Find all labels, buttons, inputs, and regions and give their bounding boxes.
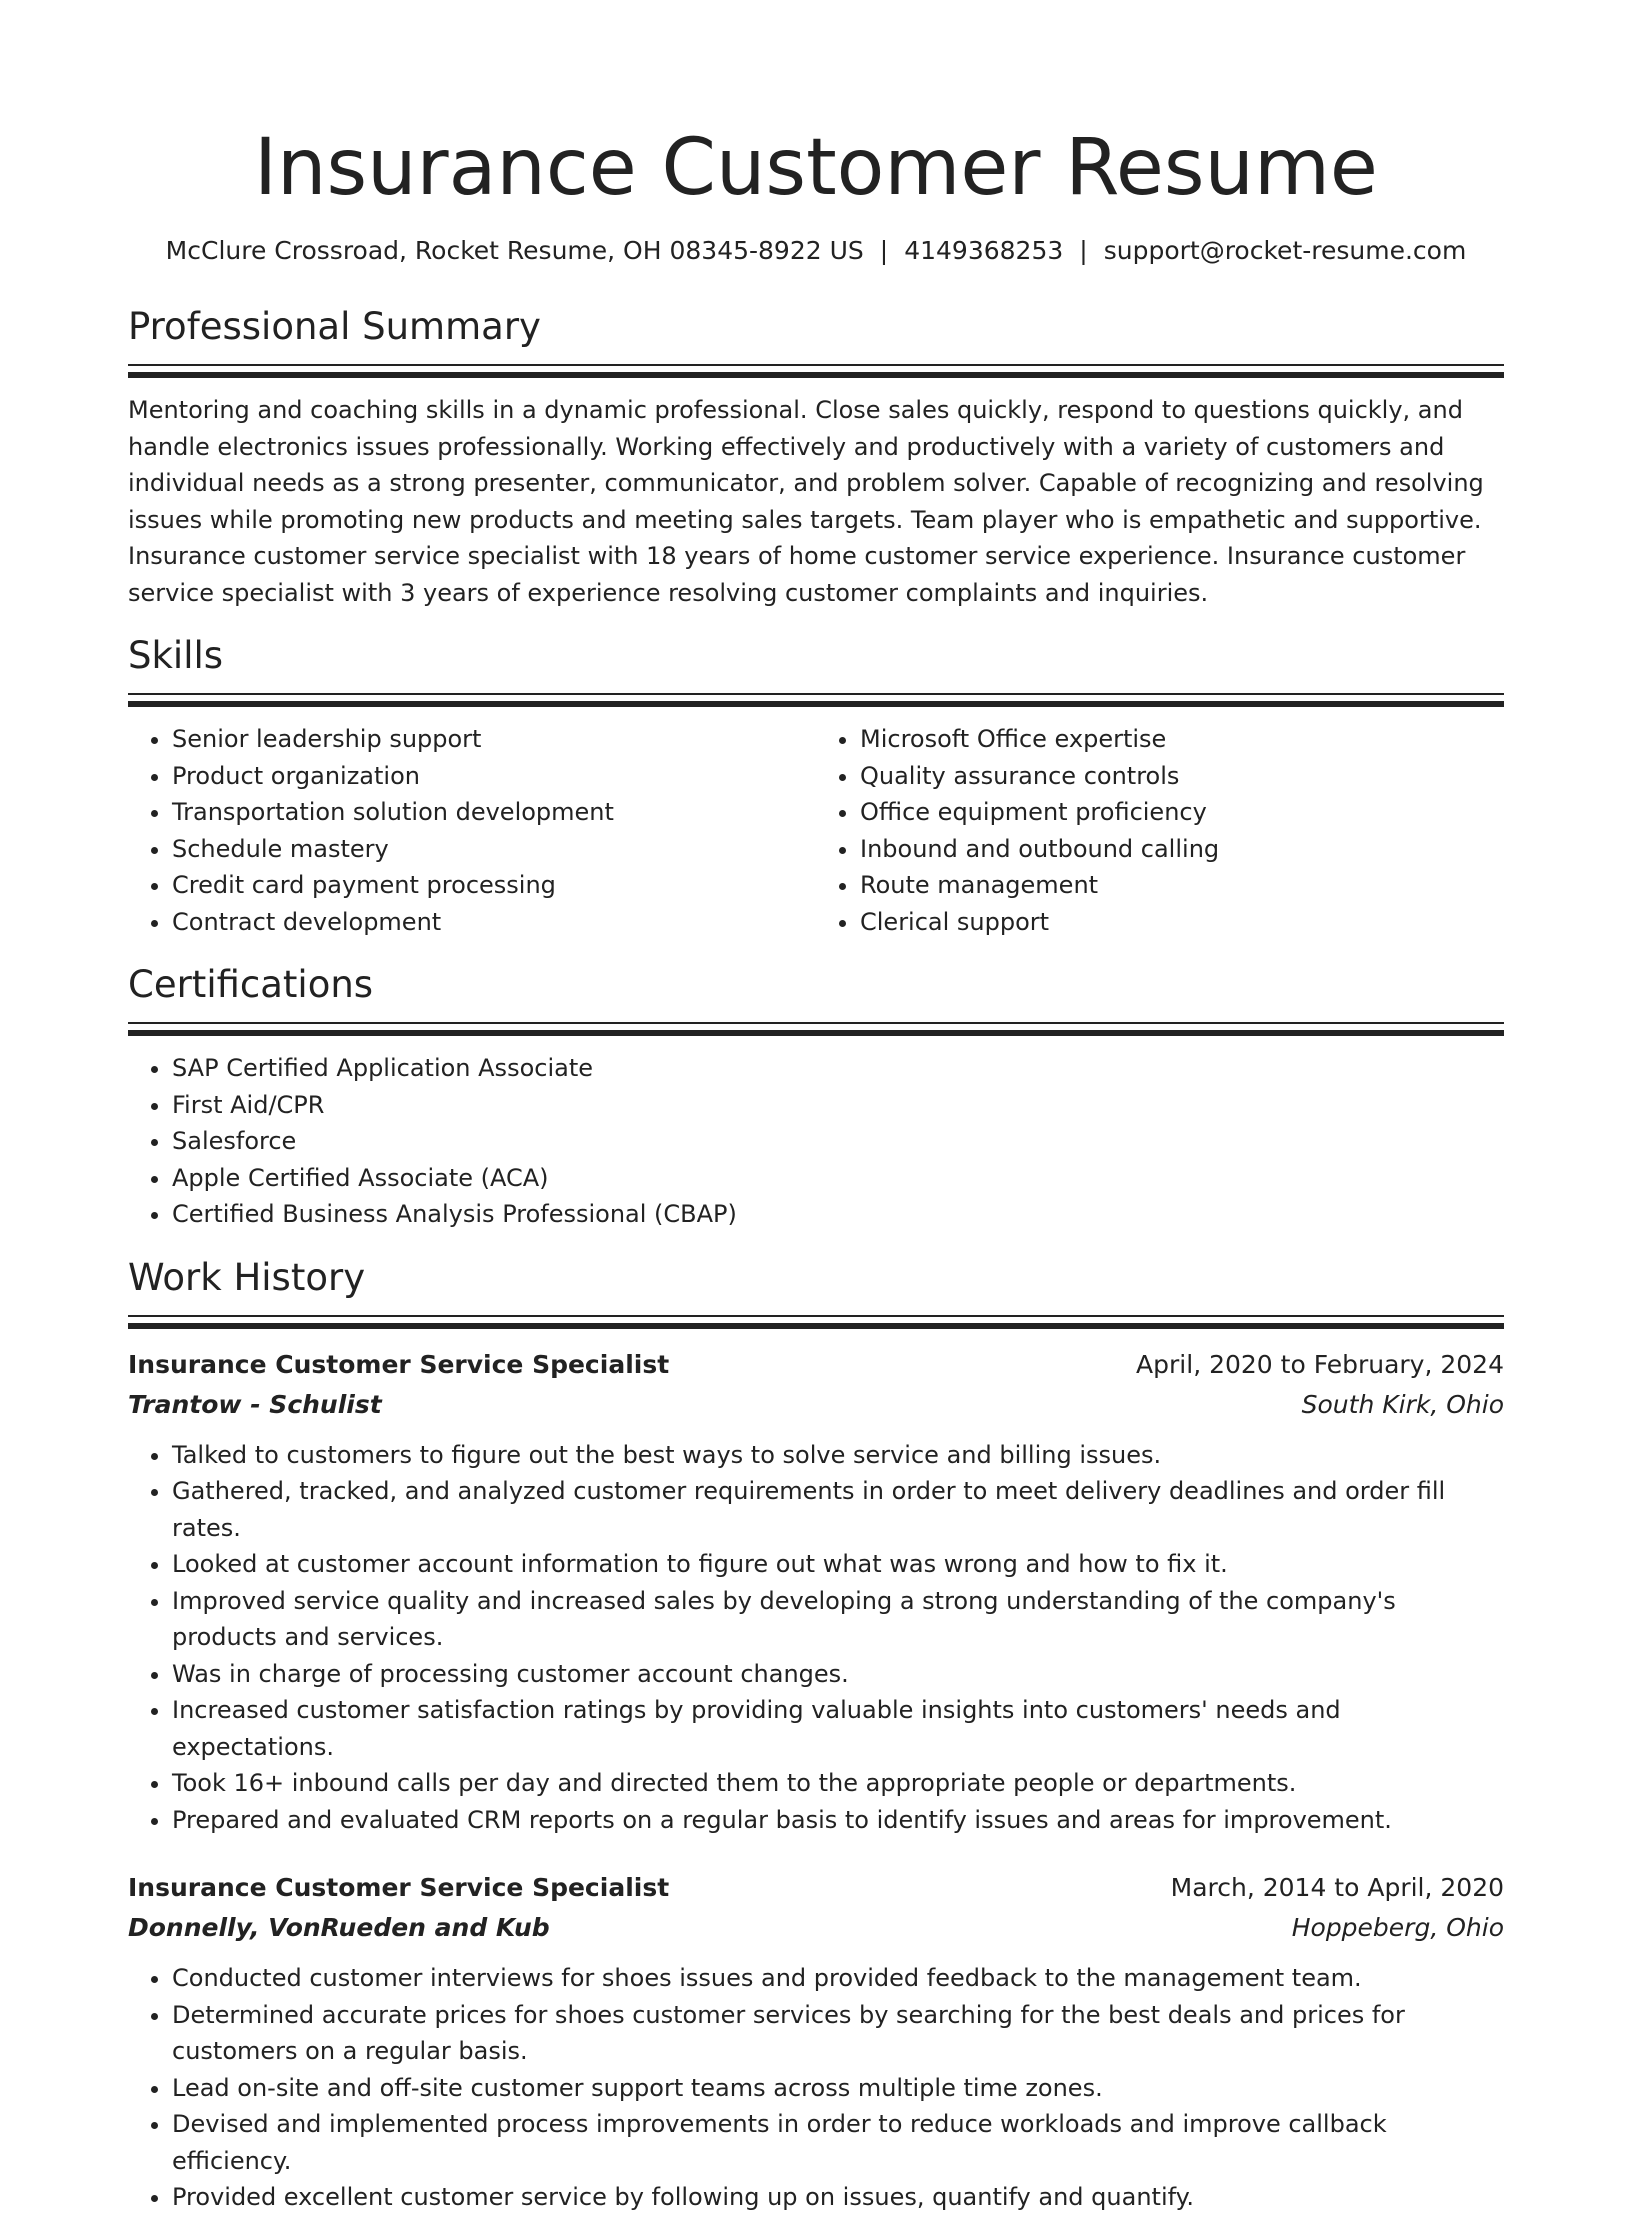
job-title: Insurance Customer Service Specialist [128,1873,670,1902]
job-header [128,1868,1504,1908]
certification-item: • Apple Certified Associate (ACA) [172,1160,1504,1197]
job-bullet: • Talked to customers to figure out the best ways to solve service and billing issues. [172,1437,1504,1474]
contact-address: McClure Crossroad, Rocket Resume, OH 08345-8922 US [165,236,864,265]
job-bullet: • Looked at customer account information to figure out what was wrong and how to fix it. [172,1546,1504,1583]
certification-item: • First Aid/CPR [172,1087,1504,1124]
job-bullet: • Determined accurate prices for shoes customer services by searching for the best deals and prices for customers on a regular basis. [172,1997,1504,2070]
skills-list-right [816,721,1504,940]
skills-list-left [128,721,816,940]
section-divider [128,1315,1504,1317]
contact-separator: | [1079,236,1088,265]
work-history-section [128,1253,1504,2216]
job-bullet: • Improved service quality and increased sales by developing a strong understanding of the company's products and services. [172,1583,1504,1656]
job-bullet: • Increased customer satisfaction ratings by providing valuable insights into customers' needs and expectations. [172,1692,1504,1765]
certification-item: • Certified Business Analysis Professional (CBAP) [172,1196,1504,1233]
contact-separator: | [879,236,889,265]
skill-item: • Transportation solution development [172,794,816,831]
job-company: Trantow - Schulist [128,1389,382,1419]
section-divider [128,693,1504,695]
skill-item: • Product organization [172,758,816,795]
certification-item: • SAP Certified Application Associate [172,1050,1504,1087]
certifications-list [128,1050,1504,1233]
job-location: South Kirk, Ohio [1301,1389,1504,1419]
job-bullet: • Took 16+ inbound calls per day and directed them to the appropriate people or departments. [172,1765,1504,1802]
job-bullet: • Lead on-site and off-site customer support teams across multiple time zones. [172,2070,1504,2107]
job-bullets [128,1960,1504,2216]
job-bullet: • Was in charge of processing customer account changes. [172,1656,1504,1693]
contact-line [128,234,1504,268]
summary-text: Mentoring and coaching skills in a dynamic professional. Close sales quickly, respond to questions quickly, and handle electronics issues professionally. Working effectively and productively with a variety of customers and individual needs as a strong presenter, communicator, and problem solver. Capable of recognizing and resolving issues while promoting new products and meeting sales targets. Team player who is empathetic and supportive. Insurance customer service specialist with 18 years of home customer service experience. Insurance customer service specialist with 3 years of experience resolving customer complaints and inquiries. [128,396,1484,607]
skill-item: • Office equipment proficiency [860,794,1504,831]
skill-item: • Quality assurance controls [860,758,1504,795]
job-bullet: • Conducted customer interviews for shoes issues and provided feedback to the management team. [172,1960,1504,1997]
section-divider-thick [128,1030,1504,1036]
job-location: Hoppeberg, Ohio [1291,1913,1504,1942]
certifications-heading: Certifications [128,963,374,1006]
job-bullet: • Gathered, tracked, and analyzed customer requirements in order to meet delivery deadlines and order fill rates. [172,1473,1504,1546]
skills-grid [128,707,1504,940]
resume-title: Insurance Customer Resume [254,123,1378,213]
job-subheader [128,1908,1504,1948]
skill-item: • Clerical support [860,904,1504,941]
job-dates: March, 2014 to April, 2020 [1170,1873,1504,1902]
job-dates: April, 2020 to February, 2024 [1136,1349,1504,1379]
summary-section [128,302,1504,611]
section-divider-thick [128,1323,1504,1329]
job-bullet: • Devised and implemented process improvements in order to reduce workloads and improve callback efficiency. [172,2106,1504,2179]
skill-item: • Contract development [172,904,816,941]
job-bullet: • Provided excellent customer service by following up on issues, quantify and quantify. [172,2179,1504,2216]
section-divider-thick [128,372,1504,378]
section-divider [128,1022,1504,1024]
resume-page [128,0,1504,2216]
skills-section [128,631,1504,940]
job-subheader [128,1385,1504,1425]
job-entry [128,1868,1504,2216]
certifications-section [128,960,1504,1233]
contact-email[interactable]: support@rocket-resume.com [1103,236,1467,265]
skill-item: • Schedule mastery [172,831,816,868]
work-history-heading: Work History [128,1255,366,1299]
section-divider [128,364,1504,366]
summary-heading: Professional Summary [128,305,541,348]
skill-item: • Microsoft Office expertise [860,721,1504,758]
certification-item: • Salesforce [172,1123,1504,1160]
job-entry [128,1345,1504,1839]
job-title: Insurance Customer Service Specialist [128,1349,670,1379]
job-bullet: • Prepared and evaluated CRM reports on a regular basis to identify issues and areas for improvement. [172,1802,1504,1839]
skill-item: • Inbound and outbound calling [860,831,1504,868]
job-company: Donnelly, VonRueden and Kub [128,1913,550,1942]
skill-item: • Credit card payment processing [172,867,816,904]
job-bullets [128,1437,1504,1839]
skills-heading: Skills [128,634,224,677]
skill-item: • Route management [860,867,1504,904]
contact-phone: 4149368253 [904,236,1064,265]
skill-item: • Senior leadership support [172,721,816,758]
job-header [128,1345,1504,1385]
